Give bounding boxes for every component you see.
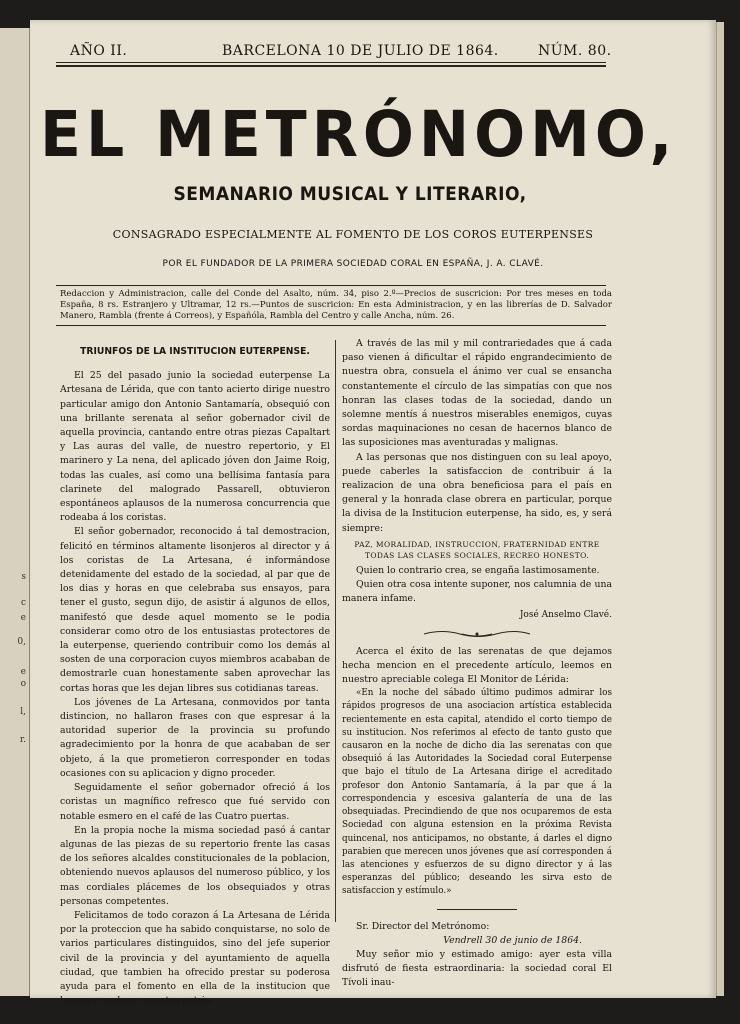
left-facing-page (0, 28, 30, 996)
author-signature: José Anselmo Clavé. (519, 610, 612, 621)
article-paragraph: En la propia noche la misma sociedad pasó á cantar algunas de las piezas de su repertorio frente las casas de los señores alcaldes constitucionales de la poblacion, obteniendo nuevos aplausos del numeroso público, y los mas cordiales plácemes de los obsequiados y otras personas competentes. (60, 824, 330, 907)
flourish-icon (422, 629, 532, 639)
admin-notice: Redaccion y Administracion, calle del Conde del Asalto, núm. 34, piso 2.º—Precios de suscricion: Por tres meses en toda España, 8 rs. Estranjero y Ultramar, 12 rs.—Puntos de suscricion: En esta Administracion, y en las librerías de D. Salvador Manero, Rambla (frente á Correos), y Españóla, Rambla del Centro y calle Ancha, núm. 26. (60, 289, 612, 321)
admin-rule-top (56, 285, 606, 286)
header-rule-thick (56, 65, 606, 67)
letter-salutation: Sr. Director del Metrónomo: (356, 920, 490, 932)
article-paragraph: Felicitamos de todo corazon á La Artesana de Lérida por la proteccion que ha sabido conquistarse, no solo de varios particulares distinguidos, sino del jefe superior civil de la provincia y del ayuntamiento de aquella ciudad, que tambien ha ofrecido prestar su poderosa ayuda para el fomento en ella de la institucion que hemos creado en nuestra patria. (60, 909, 330, 1007)
article-paragraph: Quien otra cosa intente suponer, nos calumnia de una manera infame. (342, 579, 612, 605)
margin-fragment: e (20, 613, 26, 623)
quoted-article: «En la noche del sábado último pudimos admirar los rápidos progresos de una asociacion artística establecida recientemente en esta capital, atendido el corto tiempo de su institucion. Nos referimos al efecto de tanto gusto que causaron en la noche de dicho dia las serenatas con que obsequió á las Autoridades la Sociedad coral Euterpense que bajo el título de La Artesana dirige el acreditado profesor don Antonio Santamaría, á la par que á la correspondencia y escesiva galantería de una de las obsequiadas. Precindiendo de que nos ocuparemos de esta Sociedad con alguna estension en la próxima Revista quincenal, nos anticipamos, no obstante, á darles el digno parabien que merecen unos jóvenes que así corresponden á las atenciones y esfuerzos de su digno director y á las esperanzas del público; deseando les sirva esto de satisfaccion y estímulo.» (342, 688, 612, 897)
masthead-founder: POR EL FUNDADOR DE LA PRIMERA SOCIEDAD CORAL EN ESPAÑA, J. A. CLAVÉ. (162, 259, 544, 269)
column-divider (335, 340, 336, 922)
masthead-title: EL METRÓNOMO, (40, 98, 678, 172)
margin-fragment: s (21, 572, 26, 582)
letter-place-date: Vendrell 30 de junio de 1864. (443, 934, 582, 946)
article-paragraph: Los jóvenes de La Artesana, conmovidos por tanta distincion, no hallaron frases con que espresar á la autoridad superior de la provincia su profundo agradecimiento por la honra de que acababan de ser objeto, á la que prometieron corresponder en todas ocasiones con su aplicacion y digno proceder. (60, 696, 330, 779)
article-paragraph: El señor gobernador, reconocido á tal demostracion, felicitó en términos altamente lisonjeros al director y á los coristas de La Artesana, é informándose detenidamente del estado de la sociedad, al par que de los dias y horas en que celebraba sus ensayos, para tener el gusto, segun dijo, de asistir á algunos de ellos, manifestó que desde aquel momento se le podia considerar como otro de los entusiastas protectores de la euterpense, queriendo contribuir como los demás al sosten de una corporacion cuyos miembros acababan de demostrarle cuan honestamente saben aprovechar las cortas horas que les dejan libres sus cotidianas tareas. (60, 526, 330, 694)
short-rule (437, 909, 517, 910)
article-title: TRIUNFOS DE LA INSTITUCION EUTERPENSE. (80, 346, 310, 357)
margin-fragment: c (20, 598, 26, 608)
article-paragraph: El 25 del pasado junio la sociedad euterpense La Artesana de Lérida, que con tanto acierto dirige nuestro particular amigo don Antonio Santamaría, obsequió con una brillante serenata al señor gobernador civil de aquella provincia, cantando entre otras piezas Capaltart y Las auras del valle, de nuestro repertorio, y El marinero y La nena, del aplicado jóven don Jaime Roig, todas las cuales, así como una bellísima fantasía para clarinete del malogrado Passarell, obtuvieron espontáneos aplausos de la numerosa concurrencia que rodeaba á los coristas. (60, 370, 330, 524)
institution-motto: PAZ, MORALIDAD, INSTRUCCION, FRATERNIDAD ENTRE TODAS LAS CLASES SOCIALES, RECREO HONESTO. (354, 539, 600, 560)
issue-date: BARCELONA 10 DE JULIO DE 1864. (222, 43, 499, 59)
right-column (342, 337, 612, 991)
margin-fragment: o (20, 679, 26, 689)
masthead-subtitle: SEMANARIO MUSICAL Y LITERARIO, (173, 183, 527, 205)
page-edge (716, 22, 724, 996)
admin-rule-bottom (56, 325, 606, 326)
margin-fragment: 0, (17, 637, 26, 647)
ornament-divider (342, 629, 612, 639)
header-rule (56, 62, 606, 63)
article-paragraph: Seguidamente el señor gobernador ofreció á los coristas un magnífico refresco que fué servido con notable esmero en el café de las Cuatro puertas. (60, 782, 330, 822)
issue-number: NÚM. 80. (538, 43, 612, 59)
letter-body: Muy señor mio y estimado amigo: ayer esta villa disfrutó de fiesta estraordinaria: la sociedad coral El Tívoli inau- (342, 948, 612, 989)
left-column (60, 345, 330, 1008)
article-paragraph: A través de las mil y mil contrariedades que á cada paso vienen á dificultar el rápido engrandecimiento de nuestra obra, consuela el ánimo ver cual se ensancha constantemente el círculo de las simpatías con que nos honran las clases todas de la sociedad, dando un solemne mentís á nuestros miserables enemigos, cuyas sordas maquinaciones no cesan de hacernos blanco de las suposiciones mas aventuradas y malignas. (342, 338, 612, 449)
article-paragraph: Quien lo contrario crea, se engaña lastimosamente. (356, 564, 600, 576)
margin-fragment: e (20, 667, 26, 677)
issue-year: AÑO II. (70, 43, 128, 59)
margin-fragment: r. (19, 735, 26, 745)
article-paragraph: A las personas que nos distinguen con su leal apoyo, puede caberles la satisfaccion de contribuir á la realizacion de una obra beneficiosa para el país en general y la honrada clase obrera en particular, porque la divisa de la Institucion euterpense, ha sido, es, y será siempre: (342, 451, 612, 534)
margin-fragment: l, (20, 707, 26, 717)
article-paragraph: Acerca el éxito de las serenatas de que dejamos hecha mencion en el precedente artículo, leemos en nuestro apreciable colega El Monitor de Lérida: (342, 645, 612, 686)
masthead-dedication: CONSAGRADO ESPECIALMENTE AL FOMENTO DE LOS COROS EUTERPENSES (112, 228, 594, 241)
